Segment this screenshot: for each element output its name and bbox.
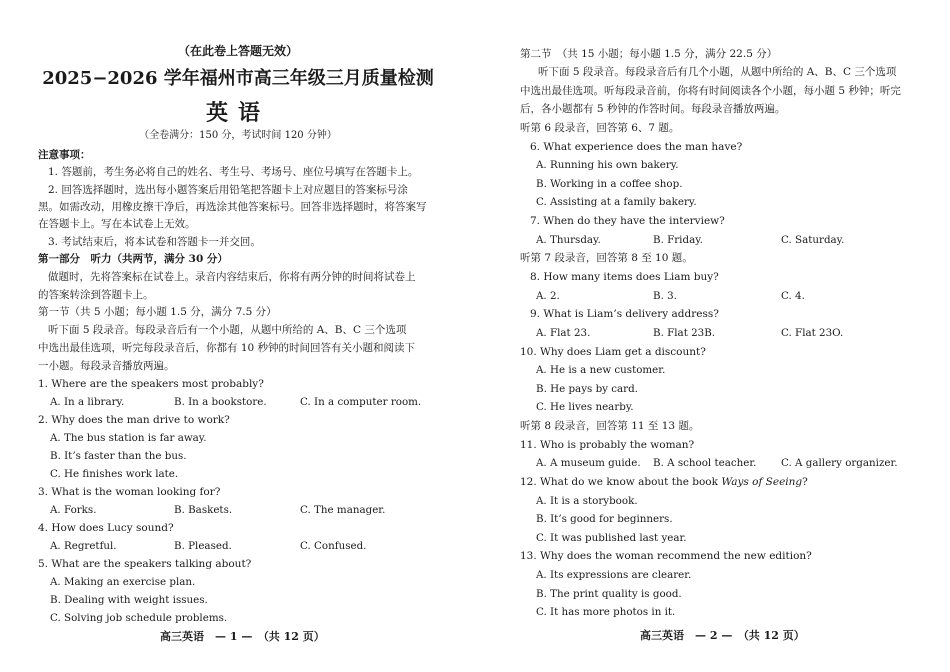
option-c: C. He finishes work late.: [50, 468, 179, 480]
section1-heading: 第一节（共 5 小题；每小题 1.5 分，满分 7.5 分）: [38, 306, 277, 318]
header-note: （在此卷上答题无效）: [177, 44, 298, 58]
option-a: A. 2.: [536, 290, 560, 302]
option-a: A. Making an exercise plan.: [50, 576, 196, 588]
section2-heading: 第二节 （共 15 小题；每小题 1.5 分，满分 22.5 分）: [520, 48, 778, 60]
question-stem: 1. Where are the speakers most probably?: [38, 378, 264, 390]
question-stem: 2. Why does the man drive to work?: [38, 414, 230, 426]
question-stem: 9. What is Liam’s delivery address?: [530, 308, 719, 320]
question-stem: 10. Why does Liam get a discount?: [520, 346, 706, 358]
section1-line: 一小题。每段录音播放两遍。: [38, 360, 175, 372]
option-a: A. Forks.: [50, 504, 97, 516]
option-c: C. The manager.: [300, 504, 386, 516]
notice-line: 1. 答题前，考生务必将自己的姓名、考生号、考场号、座位号填写在答题卡上。: [48, 166, 419, 178]
option-b: B. It’s faster than the bus.: [50, 450, 187, 462]
page-footer: 高三英语 — 1 — （共 12 页）: [160, 630, 325, 643]
question-stem: 13. Why does the woman recommend the new edition?: [520, 550, 812, 562]
question-stem: 3. What is the woman looking for?: [38, 486, 221, 498]
option-b: B. Dealing with weight issues.: [50, 594, 208, 606]
part1-heading: 第一部分 听力（共两节，满分 30 分）: [38, 253, 228, 265]
section2-line: 听下面 5 段录音。每段录音后有几个小题，从题中所给的 A、B、C 三个选项: [538, 66, 897, 78]
segment-instruction: 听第 7 段录音，回答第 8 至 10 题。: [520, 252, 693, 264]
option-c: C. Saturday.: [781, 234, 845, 246]
segment-instruction: 听第 8 段录音，回答第 11 至 13 题。: [520, 420, 700, 432]
option-a: A. A museum guide.: [536, 457, 641, 469]
question-stem: 7. When do they have the interview?: [530, 215, 725, 227]
option-a: A. He is a new customer.: [536, 364, 666, 376]
option-b: B. 3.: [653, 290, 677, 302]
option-c: C. 4.: [781, 290, 805, 302]
part1-line: 的答案转涂到答题卡上。: [38, 289, 154, 301]
option-c: C. Flat 23O.: [781, 327, 844, 339]
option-c: C. He lives nearby.: [536, 401, 634, 413]
option-a: A. Regretful.: [50, 540, 117, 552]
option-a: A. Thursday.: [536, 234, 601, 246]
part1-line: 做题时，先将答案标在试卷上。录音内容结束后，你将有两分钟的时间将试卷上: [48, 271, 416, 283]
option-b: B. Baskets.: [174, 504, 233, 516]
score-time: （全卷满分：150 分，考试时间 120 分钟）: [139, 130, 337, 141]
option-b: B. A school teacher.: [653, 457, 757, 469]
section1-line: 中选出最佳选项，听完每段录音后，你都有 10 秒钟的时间回答有关小题和阅读下: [38, 342, 416, 354]
subject-title: 英语: [205, 100, 270, 126]
section1-line: 听下面 5 段录音。每段录音后有一个小题，从题中所给的 A、B、C 三个选项: [48, 324, 407, 336]
question-stem: 8. How many items does Liam buy?: [530, 271, 719, 283]
notice-line: 3. 考试结束后，将本试卷和答题卡一并交回。: [48, 236, 261, 248]
option-c: C. In a computer room.: [300, 396, 422, 408]
option-c: C. A gallery organizer.: [781, 457, 898, 469]
option-b: B. Flat 23B.: [653, 327, 716, 339]
question-stem: 4. How does Lucy sound?: [38, 522, 174, 534]
question-stem: 5. What are the speakers talking about?: [38, 558, 252, 570]
notice-line: 黑。如需改动，用橡皮擦干净后，再选涂其他答案标号。回答非选择题时，将答案写: [38, 201, 427, 213]
segment-instruction: 听第 6 段录音，回答第 6、7 题。: [520, 122, 680, 134]
option-b: B. It’s good for beginners.: [536, 513, 673, 525]
option-c: C. Assisting at a family bakery.: [536, 196, 697, 208]
option-c: C. It has more photos in it.: [536, 606, 676, 618]
question-stem: 11. Who is probably the woman?: [520, 439, 695, 451]
option-a: A. Running his own bakery.: [536, 159, 679, 171]
section2-line: 中选出最佳选项。听每段录音前，你将有时间阅读各个小题，每小题 5 秒钟；听完: [520, 85, 901, 97]
option-b: B. Working in a coffee shop.: [536, 178, 683, 190]
option-b: B. Pleased.: [174, 540, 232, 552]
page-footer: 高三英语 — 2 — （共 12 页）: [640, 629, 805, 642]
option-a: A. Its expressions are clearer.: [536, 569, 692, 581]
option-a: A. The bus station is far away.: [50, 432, 207, 444]
option-b: B. In a bookstore.: [174, 396, 267, 408]
notice-heading: 注意事项：: [38, 149, 91, 161]
option-c: C. Confused.: [300, 540, 367, 552]
notice-line: 2. 回答选择题时，选出每小题答案后用铅笔把答题卡上对应题目的答案标号涂: [48, 184, 408, 196]
option-b: B. He pays by card.: [536, 383, 638, 395]
question-stem: 12. What do we know about the book Ways of Seeing?: [520, 476, 808, 488]
option-b: B. Friday.: [653, 234, 703, 246]
option-a: A. It is a storybook.: [536, 495, 638, 507]
option-c: C. It was published last year.: [536, 532, 687, 544]
option-a: A. Flat 23.: [536, 327, 591, 339]
exam-title: 2025−2026 学年福州市高三年级三月质量检测: [42, 68, 434, 89]
notice-line: 在答题卡上。写在本试卷上无效。: [38, 218, 196, 230]
option-b: B. The print quality is good.: [536, 588, 682, 600]
section2-line: 后，各小题都有 5 秒钟的作答时间。每段录音播放两遍。: [520, 103, 786, 115]
question-stem: 6. What experience does the man have?: [530, 141, 743, 153]
option-a: A. In a library.: [50, 396, 125, 408]
option-c: C. Solving job schedule problems.: [50, 612, 228, 624]
